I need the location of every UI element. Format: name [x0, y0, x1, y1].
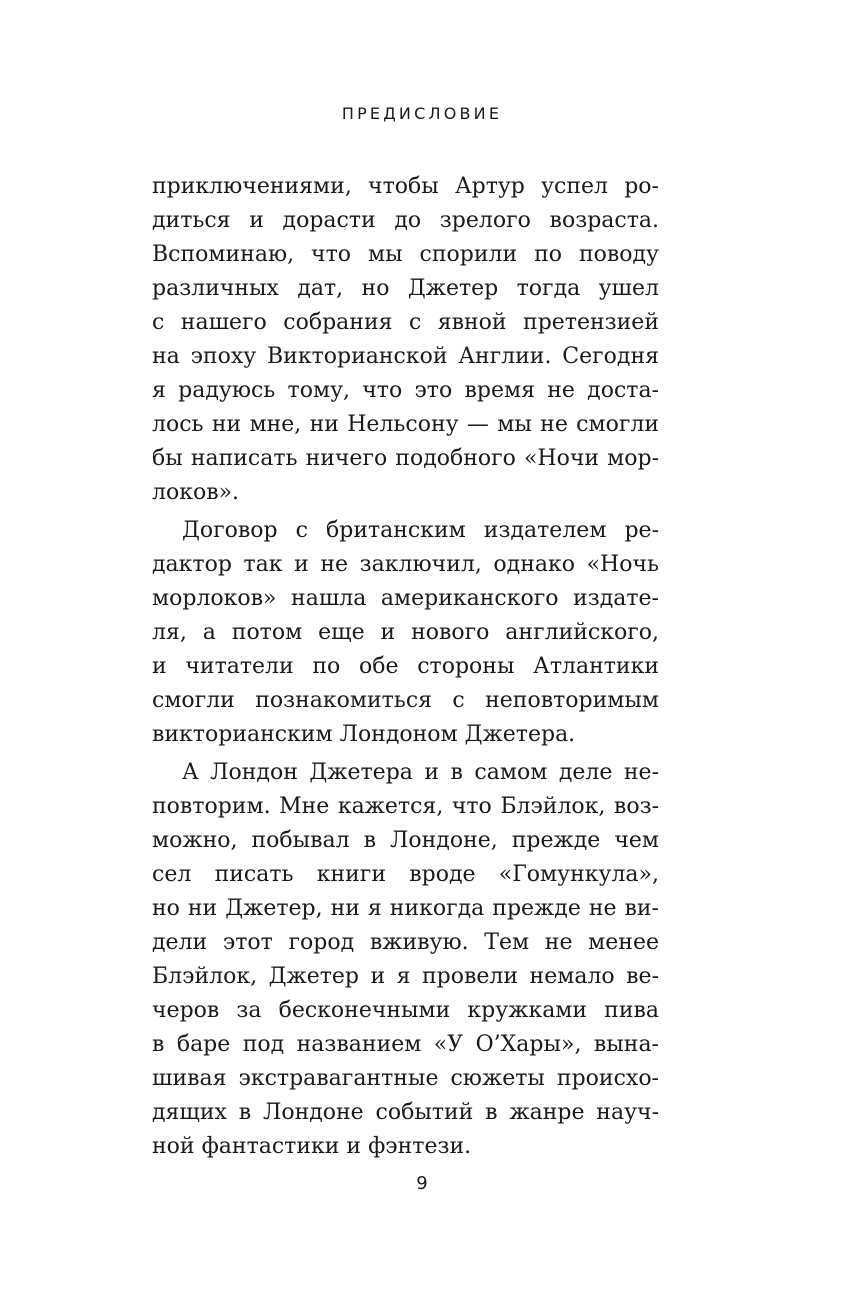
text-line: с нашего собрания с явной претензией [152, 310, 659, 335]
text-line: но ни Джетер, ни я никогда прежде не ви- [152, 896, 659, 921]
text-line: в баре под названием «У О’Хары», вына- [152, 1032, 659, 1057]
text-line: я радуюсь тому, что это время не доста- [152, 378, 659, 403]
running-head: ПРЕДИСЛОВИЕ [341, 104, 503, 123]
text-line: черов за бесконечными кружками пива [152, 998, 659, 1023]
text-line: диться и дорасти до зрелого возраста. [152, 208, 659, 233]
text-line: приключениями, чтобы Артур успел ро- [152, 174, 659, 199]
text-line: дактор так и не заключил, однако «Ночь [152, 552, 659, 577]
text-line: ной фантастики и фэнтези. [152, 1134, 472, 1159]
text-line: викторианским Лондоном Джетера. [152, 722, 576, 747]
text-line: и читатели по обе стороны Атлантики [152, 654, 659, 679]
text-line: различных дат, но Джетер тогда ушел [152, 276, 659, 301]
text-line: Договор с британским издателем ре- [182, 518, 659, 543]
text-line: Блэйлок, Джетер и я провели немало ве- [152, 964, 659, 989]
text-line: можно, побывал в Лондоне, прежде чем [152, 828, 659, 853]
page-number: 9 [416, 1173, 428, 1194]
text-line: бы написать ничего подобного «Ночи мор- [152, 446, 659, 471]
text-line: морлоков» нашла американского издате- [152, 586, 659, 611]
text-line: локов». [152, 480, 240, 505]
text-line: А Лондон Джетера и в самом деле не- [182, 760, 659, 785]
text-line: смогли познакомиться с неповторимым [152, 688, 659, 713]
text-line: лось ни мне, ни Нельсону — мы не смогли [152, 412, 659, 437]
text-line: шивая экстравагантные сюжеты происхо- [152, 1066, 659, 1091]
text-line: повторим. Мне кажется, что Блэйлок, воз- [152, 794, 659, 819]
text-line: дели этот город вживую. Тем не менее [152, 930, 659, 955]
text-line: сел писать книги вроде «Гомункула», [152, 862, 659, 887]
text-line: дящих в Лондоне событий в жанре науч- [152, 1100, 659, 1125]
body-text [152, 170, 659, 1164]
text-line: Вспоминаю, что мы спорили по поводу [152, 242, 659, 267]
text-line: на эпоху Викторианской Англии. Сегодня [152, 344, 659, 369]
text-line: ля, а потом еще и нового английского, [152, 620, 659, 645]
